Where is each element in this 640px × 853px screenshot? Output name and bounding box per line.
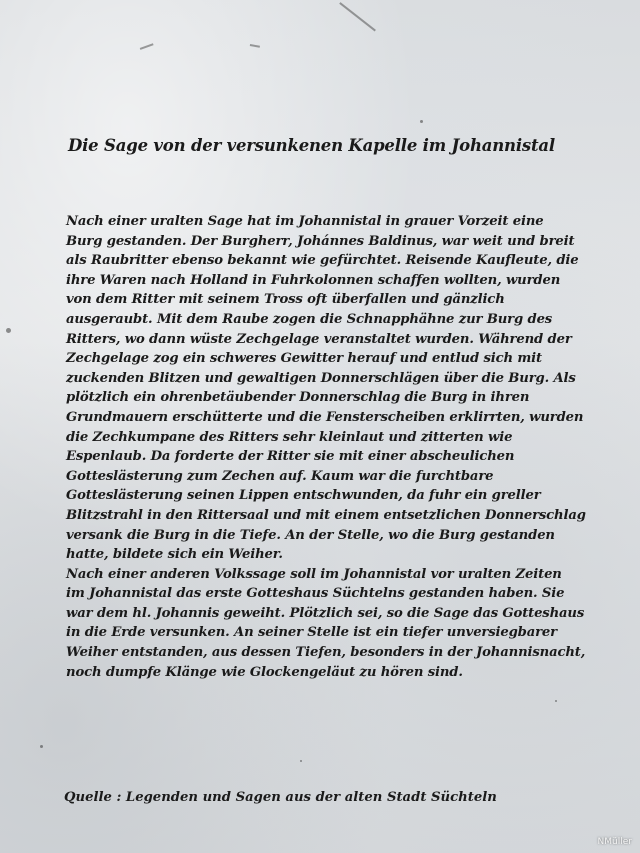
page-title: Die Sage von der versunkenen Kapelle im Johannistal bbox=[68, 136, 555, 155]
text-line: Gotteslästerung seinen Lippen entschwunden, da fuhr ein greller bbox=[66, 488, 541, 504]
source-citation: Quelle : Legenden und Sagen aus der alten Stadt Süchteln bbox=[64, 790, 497, 805]
text-line: Grundmauern erschütterte und die Fensterscheiben erklirrten, wurden bbox=[66, 409, 584, 425]
weathering-speck bbox=[555, 700, 557, 702]
text-line: Burg gestanden. Der Burgherr, Johánnes Baldinus, war weit und breit bbox=[66, 233, 575, 249]
legend-text bbox=[66, 212, 596, 682]
weathering-speck bbox=[300, 760, 302, 762]
weathering-speck bbox=[6, 328, 11, 333]
weathering-speck bbox=[420, 120, 423, 123]
text-line: Blitzstrahl in den Rittersaal und mit einem entsetzlichen Donnerschlag bbox=[66, 507, 586, 523]
weathering-crack bbox=[140, 43, 154, 49]
text-line: Zechgelage zog ein schweres Gewitter herauf und entlud sich mit bbox=[66, 351, 542, 367]
weathering-crack bbox=[250, 44, 260, 47]
text-line: zuckenden Blitzen und gewaltigen Donnerschlägen über die Burg. Als bbox=[66, 370, 576, 386]
weathering-crack bbox=[340, 2, 376, 31]
text-line: Espenlaub. Da forderte der Ritter sie mit einer abscheulichen bbox=[66, 449, 515, 465]
text-line: die Zechkumpane des Ritters sehr kleinlaut und zitterten wie bbox=[66, 429, 513, 445]
text-line: war dem hl. Johannis geweiht. Plötzlich sei, so die Sage das Gotteshaus bbox=[66, 605, 585, 621]
text-line: versank die Burg in die Tiefe. An der Stelle, wo die Burg gestanden bbox=[66, 527, 555, 543]
text-line: ihre Waren nach Holland in Fuhrkolonnen schaffen wollten, wurden bbox=[66, 272, 561, 288]
text-line: im Johannistal das erste Gotteshaus Süchtelns gestanden haben. Sie bbox=[66, 586, 565, 602]
text-line: noch dumpfe Klänge wie Glockengeläut zu hören sind. bbox=[66, 664, 463, 680]
text-line: Weiher entstanden, aus dessen Tiefen, besonders in der Johannisnacht, bbox=[66, 645, 586, 661]
text-line: Nach einer anderen Volkssage soll im Johannistal vor uralten Zeiten bbox=[66, 566, 562, 582]
text-line: plötzlich ein ohrenbetäubender Donnerschlag die Burg in ihren bbox=[66, 390, 530, 406]
text-line: als Raubritter ebenso bekannt wie gefürchtet. Reisende Kaufleute, die bbox=[66, 253, 579, 269]
photo-credit: NMüller bbox=[597, 837, 632, 847]
text-line: von dem Ritter mit seinem Tross oft überfallen und gänzlich bbox=[66, 292, 505, 308]
text-line: hatte, bildete sich ein Weiher. bbox=[66, 547, 283, 563]
weathering-speck bbox=[40, 745, 43, 748]
text-line: in die Erde versunken. An seiner Stelle ist ein tiefer unversiegbarer bbox=[66, 625, 557, 641]
text-line: Ritters, wo dann wüste Zechgelage veranstaltet wurden. Während der bbox=[66, 331, 572, 347]
text-line: Nach einer uralten Sage hat im Johannistal in grauer Vorzeit eine bbox=[66, 214, 544, 229]
text-line: ausgeraubt. Mit dem Raube zogen die Schnapphähne zur Burg des bbox=[66, 311, 553, 327]
text-line: Gotteslästerung zum Zechen auf. Kaum war die furchtbare bbox=[66, 468, 494, 484]
